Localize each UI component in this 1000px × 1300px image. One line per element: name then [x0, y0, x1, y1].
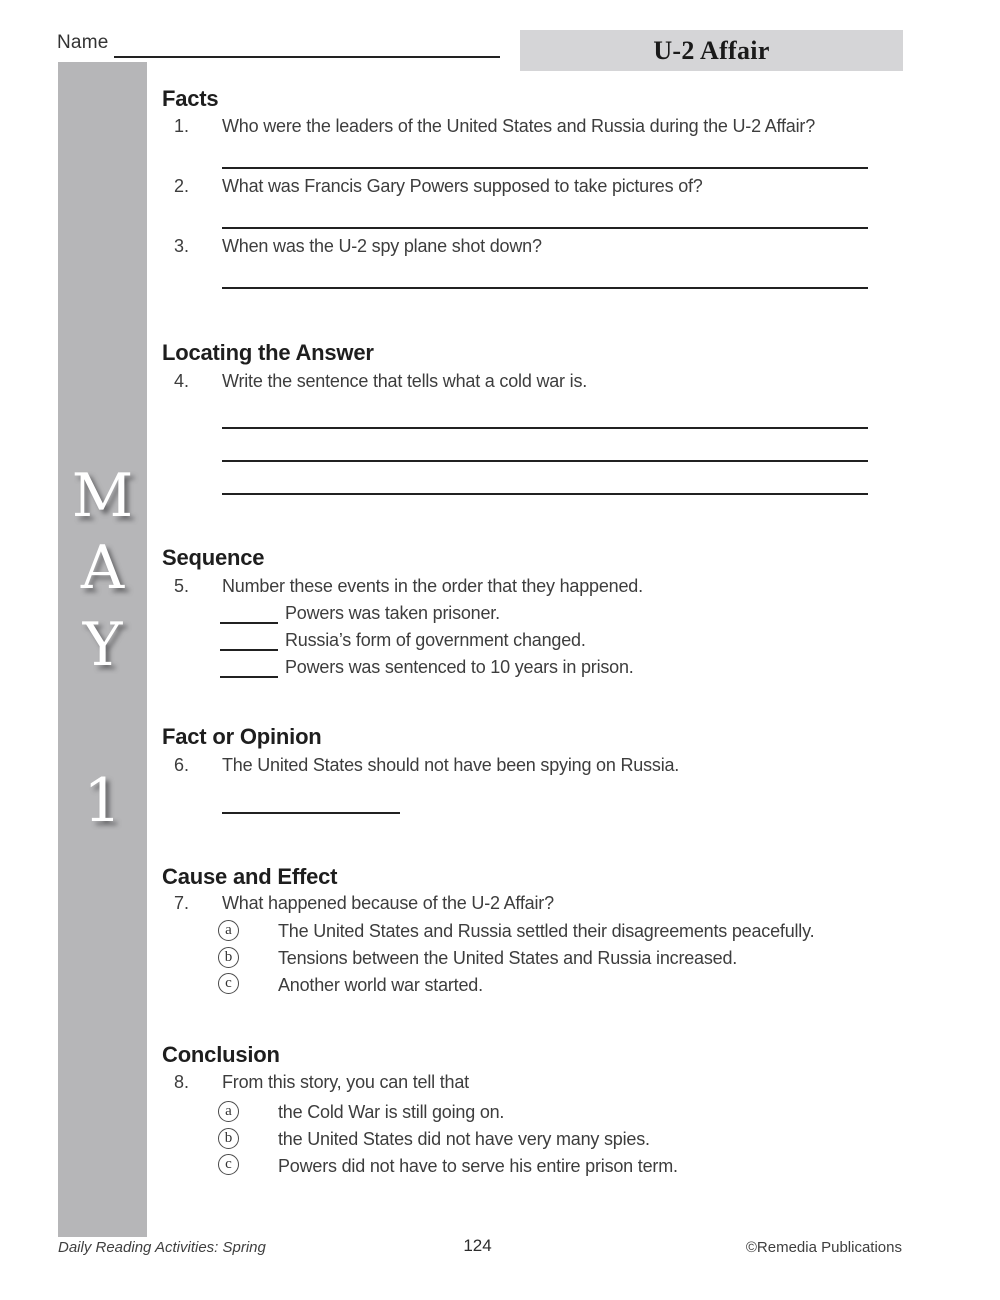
answer-line-q3[interactable]: [222, 287, 868, 289]
question-number: 6.: [174, 755, 190, 775]
sequence-blank-2[interactable]: [220, 649, 278, 651]
section-heading-sequence: Sequence: [162, 545, 265, 570]
choice-letter-b[interactable]: [218, 1128, 239, 1149]
title-banner: [520, 30, 903, 71]
question-text: The United States should not have been spying on Russia.: [222, 755, 680, 775]
choice-text: the United States did not have very many spies.: [278, 1129, 650, 1149]
answer-line-q4-3[interactable]: [222, 493, 868, 495]
choice-letter-c[interactable]: [218, 1154, 239, 1175]
question-text: What happened because of the U-2 Affair?: [222, 893, 554, 913]
choice-letter-c[interactable]: [218, 973, 239, 994]
choice-letter-glyph: b: [224, 949, 233, 965]
section-heading-cause-effect: Cause and Effect: [162, 864, 338, 889]
question-number: 5.: [174, 576, 190, 596]
day-number: 1: [83, 766, 122, 836]
choice-letter-glyph: a: [225, 1103, 232, 1119]
section-heading-fact-or-opinion: Fact or Opinion: [162, 724, 322, 749]
choice-letter-a[interactable]: [218, 920, 239, 941]
question-number: 1.: [174, 116, 190, 136]
footer-page-number: 124: [463, 1236, 492, 1255]
sequence-event-text: Powers was sentenced to 10 years in prison.: [285, 657, 634, 677]
question-text: When was the U-2 spy plane shot down?: [222, 236, 542, 256]
month-letter-a: A: [80, 533, 125, 603]
section-heading-locating: Locating the Answer: [162, 340, 374, 365]
page-title: U-2 Affair: [653, 35, 770, 65]
answer-line-q4-2[interactable]: [222, 460, 868, 462]
section-heading-facts: Facts: [162, 86, 219, 111]
choice-text: The United States and Russia settled their disagreements peacefully.: [278, 921, 815, 941]
sequence-event-text: Powers was taken prisoner.: [285, 603, 500, 623]
sequence-blank-3[interactable]: [220, 676, 278, 678]
sequence-blank-1[interactable]: [220, 622, 278, 624]
choice-text: Powers did not have to serve his entire prison term.: [278, 1156, 678, 1176]
question-number: 7.: [174, 893, 190, 913]
choice-letter-glyph: c: [225, 975, 232, 991]
footer-book-title: Daily Reading Activities: Spring: [58, 1239, 266, 1256]
choice-letter-b[interactable]: [218, 947, 239, 968]
choice-letter-glyph: a: [225, 922, 232, 938]
name-blank-line[interactable]: [114, 56, 500, 58]
choice-text: the Cold War is still going on.: [278, 1102, 505, 1122]
answer-line-q6[interactable]: [222, 812, 400, 814]
question-number: 2.: [174, 176, 190, 196]
choice-text: Tensions between the United States and Russia increased.: [278, 948, 738, 968]
question-text: Who were the leaders of the United States and Russia during the U-2 Affair?: [222, 116, 816, 136]
question-text: Write the sentence that tells what a cold war is.: [222, 371, 588, 391]
answer-line-q2[interactable]: [222, 227, 868, 229]
month-letter-m: M: [71, 461, 134, 531]
section-heading-conclusion: Conclusion: [162, 1042, 280, 1067]
question-text: What was Francis Gary Powers supposed to take pictures of?: [222, 176, 703, 196]
answer-line-q1[interactable]: [222, 167, 868, 169]
month-sidebar: [58, 62, 147, 1237]
name-label: Name: [57, 32, 109, 53]
choice-letter-a[interactable]: [218, 1101, 239, 1122]
sequence-event-text: Russia’s form of government changed.: [285, 630, 586, 650]
question-number: 8.: [174, 1072, 190, 1092]
question-number: 4.: [174, 371, 190, 391]
choice-letter-glyph: b: [224, 1130, 233, 1146]
question-number: 3.: [174, 236, 190, 256]
footer-publisher: ©Remedia Publications: [745, 1239, 902, 1256]
choice-letter-glyph: c: [225, 1156, 232, 1172]
question-text: Number these events in the order that they happened.: [222, 576, 643, 596]
answer-line-q4-1[interactable]: [222, 427, 868, 429]
choice-text: Another world war started.: [278, 975, 483, 995]
month-letter-y: Y: [82, 610, 123, 680]
question-text: From this story, you can tell that: [222, 1072, 469, 1092]
